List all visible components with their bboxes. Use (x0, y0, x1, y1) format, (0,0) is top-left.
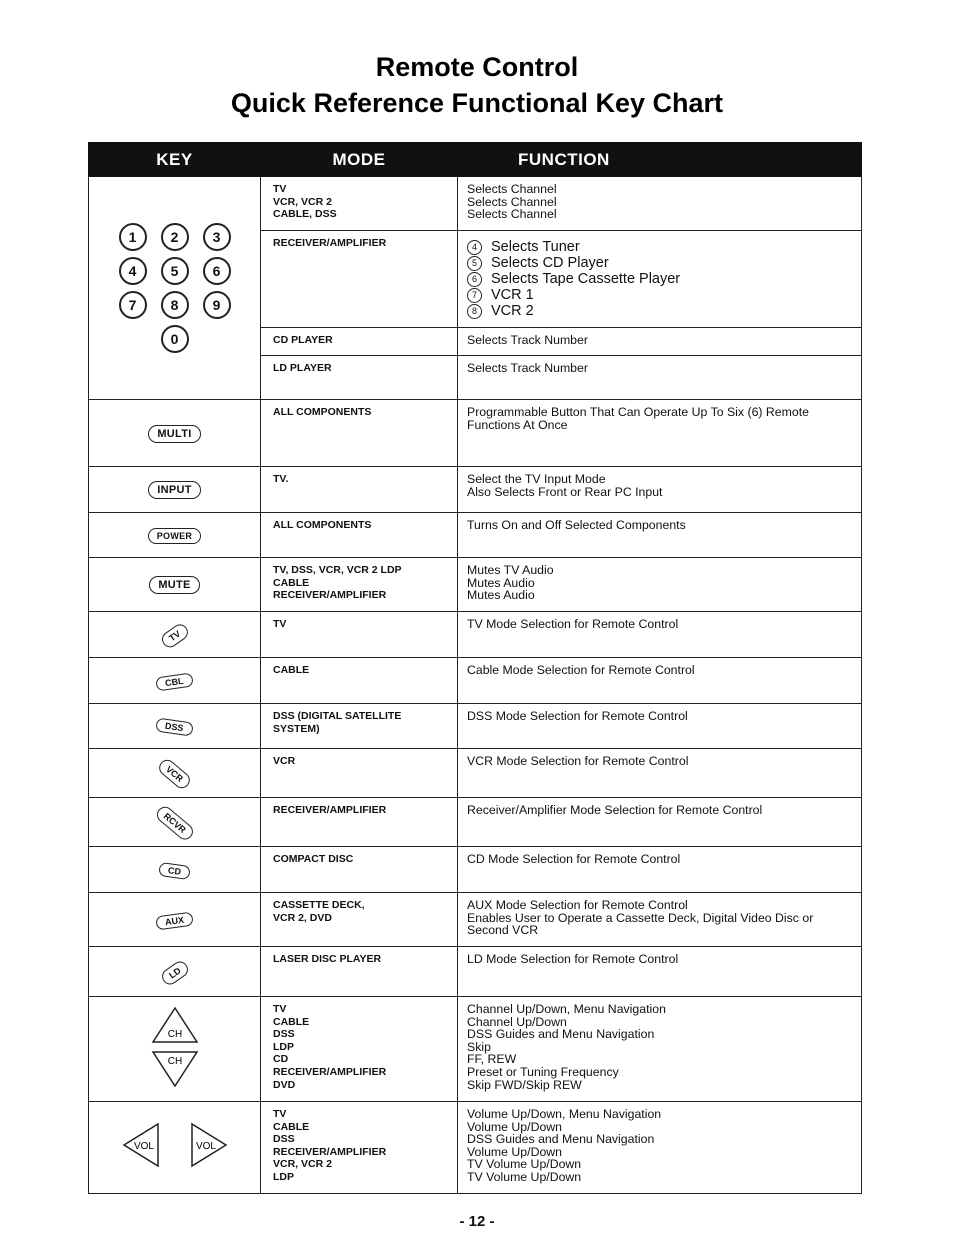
header-function: FUNCTION (458, 143, 862, 177)
channel-up-icon (153, 1008, 197, 1042)
mode-cell (261, 231, 458, 328)
function-line: Channel Up/Down (467, 1014, 567, 1029)
tv-key-icon: TV (159, 621, 191, 650)
page-title-line1: Remote Control (375, 52, 579, 82)
key-6-icon: 6 (203, 257, 231, 285)
table-header-row (89, 143, 862, 177)
receiver-item: 8 VCR 2 (467, 303, 853, 319)
table-row (89, 947, 862, 997)
receiver-item: 6 Selects Tape Cassette Player (467, 271, 853, 287)
table-row (89, 467, 862, 513)
aux-key-icon: AUX (155, 911, 194, 930)
mode-cell: ALL COMPONENTS (261, 400, 458, 467)
function-cell: Turns On and Off Selected Components (458, 513, 862, 558)
mode-line: RECEIVER/AMPLIFIER (273, 589, 387, 602)
svg-text:VOL: VOL (195, 1141, 216, 1152)
key-cell (89, 893, 261, 947)
mode-line: TV, DSS, VCR, VCR 2 LDP (273, 564, 402, 576)
mode-line: CABLE (273, 1015, 310, 1028)
mode-cell: TV. (261, 467, 458, 513)
function-line: Channel Up/Down, Menu Navigation (467, 1002, 666, 1016)
function-line: Select the TV Input Mode (467, 472, 606, 486)
function-cell: VCR Mode Selection for Remote Control (458, 749, 862, 798)
circled-digit-icon: 8 (467, 304, 482, 319)
circled-digit-icon: 5 (467, 256, 482, 271)
key-3-icon: 3 (203, 223, 231, 251)
key-cell (89, 1102, 261, 1194)
svg-text:CH: CH (167, 1055, 182, 1067)
mode-line: CABLE (273, 576, 310, 589)
function-cell (458, 558, 862, 612)
table-row (89, 893, 862, 947)
mode-line: TV (273, 183, 287, 195)
table-row (89, 513, 862, 558)
mode-line: TV (273, 1003, 287, 1015)
key-cell (89, 400, 261, 467)
function-cell: LD Mode Selection for Remote Control (458, 947, 862, 997)
function-line: Also Selects Front or Rear PC Input (467, 484, 663, 499)
channel-down-icon (153, 1052, 197, 1086)
key-cell (89, 704, 261, 749)
vcr-key-icon: VCR (156, 757, 193, 792)
key-4-icon: 4 (119, 257, 147, 285)
function-line: Skip (467, 1039, 491, 1054)
mute-key-icon: MUTE (149, 576, 199, 594)
table-row (89, 749, 862, 798)
mode-cell: LD PLAYER (261, 356, 458, 400)
function-line: Enables User to Operate a Cassette Deck, Digital Video Disc or (467, 910, 814, 925)
table-row (89, 997, 862, 1102)
key-5-icon: 5 (161, 257, 189, 285)
header-mode: MODE (261, 143, 458, 177)
function-line: Selects Channel (467, 194, 557, 209)
function-line: Volume Up/Down (467, 1144, 563, 1159)
svg-text:CH: CH (167, 1028, 182, 1040)
function-cell (458, 231, 862, 328)
table-row (89, 704, 862, 749)
volume-keys-icon (120, 1120, 230, 1170)
cd-key-icon: CD (158, 861, 191, 879)
function-cell: CD Mode Selection for Remote Control (458, 847, 862, 893)
receiver-item: 7 VCR 1 (467, 287, 853, 303)
function-cell: Cable Mode Selection for Remote Control (458, 658, 862, 704)
function-line: Preset or Tuning Frequency (467, 1064, 619, 1079)
key-0-icon: 0 (161, 325, 189, 353)
receiver-item: 4 Selects Tuner (467, 239, 853, 255)
function-cell: Selects Track Number (458, 356, 862, 400)
mode-line: VCR, VCR 2 (273, 1158, 332, 1171)
mode-line: LDP (273, 1040, 294, 1053)
mode-cell (261, 558, 458, 612)
mode-cell: VCR (261, 749, 458, 798)
number-keys-cell (89, 177, 261, 400)
mode-line: VCR 2, DVD (273, 911, 332, 924)
key-cell (89, 947, 261, 997)
mode-line: DSS (273, 1028, 295, 1041)
mode-cell: CABLE (261, 658, 458, 704)
mode-cell (261, 177, 458, 231)
circled-digit-icon: 7 (467, 288, 482, 303)
ld-key-icon: LD (158, 958, 190, 987)
table-row (89, 1102, 862, 1194)
key-cell (89, 467, 261, 513)
key-chart-table (88, 142, 862, 1194)
table-row (89, 177, 862, 231)
mode-line: DSS (273, 1133, 295, 1146)
function-cell: Programmable Button That Can Operate Up To Six (6) Remote Functions At Once (458, 400, 862, 467)
mode-line: CABLE (273, 1120, 310, 1133)
page-number: - 12 - (459, 1213, 495, 1230)
function-line: TV Volume Up/Down (467, 1169, 582, 1184)
function-cell (458, 467, 862, 513)
table-row (89, 658, 862, 704)
mode-line: VCR, VCR 2 (273, 195, 332, 208)
key-7-icon: 7 (119, 291, 147, 319)
key-1-icon: 1 (119, 223, 147, 251)
key-cell (89, 658, 261, 704)
mode-cell: ALL COMPONENTS (261, 513, 458, 558)
mode-line: CASSETTE DECK, (273, 899, 365, 911)
power-key-icon: POWER (148, 528, 202, 544)
function-cell (458, 177, 862, 231)
key-cell (89, 798, 261, 847)
mode-line: RECEIVER/AMPLIFIER (273, 1145, 387, 1158)
mode-line: SYSTEM) (273, 722, 320, 735)
mode-cell (261, 893, 458, 947)
channel-keys-icon (145, 1004, 205, 1090)
table-row (89, 400, 862, 467)
mode-cell: COMPACT DISC (261, 847, 458, 893)
mode-cell (261, 1102, 458, 1194)
key-cell (89, 513, 261, 558)
table-row (89, 798, 862, 847)
mode-line: CD (273, 1053, 289, 1066)
function-line: Mutes Audio (467, 588, 535, 603)
input-key-icon: INPUT (148, 481, 201, 499)
key-cell (89, 749, 261, 798)
mode-line: CABLE, DSS (273, 208, 337, 221)
rcvr-key-icon: RCVR (153, 804, 195, 843)
mode-line: TV (273, 1108, 287, 1120)
function-line: Second VCR (467, 923, 539, 938)
svg-text:VOL: VOL (133, 1141, 154, 1152)
mode-cell (261, 997, 458, 1102)
number-keypad (115, 223, 235, 353)
function-line: Selects Channel (467, 207, 557, 222)
mode-cell: LASER DISC PLAYER (261, 947, 458, 997)
function-cell (458, 997, 862, 1102)
mode-line: DVD (273, 1078, 296, 1091)
cbl-key-icon: CBL (155, 672, 193, 691)
function-cell: Selects Track Number (458, 328, 862, 356)
key-9-icon: 9 (203, 291, 231, 319)
table-row (89, 558, 862, 612)
circled-digit-icon: 6 (467, 272, 482, 287)
page-title-line2: Quick Reference Functional Key Chart (230, 88, 724, 118)
function-line: DSS Guides and Menu Navigation (467, 1027, 655, 1042)
key-8-icon: 8 (161, 291, 189, 319)
mode-line: LDP (273, 1170, 294, 1183)
function-line: TV Volume Up/Down (467, 1157, 582, 1172)
mode-line: DSS (DIGITAL SATELLITE (273, 710, 402, 722)
function-line: Skip FWD/Skip REW (467, 1077, 582, 1092)
header-key: KEY (89, 143, 261, 177)
volume-down-icon (124, 1124, 158, 1166)
function-cell: Receiver/Amplifier Mode Selection for Remote Control (458, 798, 862, 847)
mode-line: RECEIVER/AMPLIFIER (273, 1065, 387, 1078)
function-cell: DSS Mode Selection for Remote Control (458, 704, 862, 749)
function-cell: TV Mode Selection for Remote Control (458, 612, 862, 658)
mode-cell (261, 704, 458, 749)
volume-up-icon (192, 1124, 226, 1166)
circled-digit-icon: 4 (467, 240, 482, 255)
key-cell (89, 847, 261, 893)
dss-key-icon: DSS (155, 718, 193, 737)
key-cell (89, 612, 261, 658)
function-line: AUX Mode Selection for Remote Control (467, 898, 688, 912)
function-line: FF, REW (467, 1052, 517, 1067)
mode-cell: RECEIVER/AMPLIFIER (261, 798, 458, 847)
function-line: DSS Guides and Menu Navigation (467, 1132, 655, 1147)
function-cell (458, 1102, 862, 1194)
function-line: Mutes Audio (467, 575, 535, 590)
function-line: Selects Channel (467, 182, 557, 196)
key-2-icon: 2 (161, 223, 189, 251)
table-row (89, 847, 862, 893)
receiver-item: 5 Selects CD Player (467, 255, 853, 271)
function-line: Mutes TV Audio (467, 563, 554, 577)
mode-cell: CD PLAYER (261, 328, 458, 356)
function-cell (458, 893, 862, 947)
function-line: Volume Up/Down, Menu Navigation (467, 1107, 662, 1121)
function-line: Volume Up/Down (467, 1119, 563, 1134)
multi-key-icon: MULTI (148, 425, 200, 443)
key-cell (89, 997, 261, 1102)
mode-cell: TV (261, 612, 458, 658)
key-cell (89, 558, 261, 612)
mode-line: RECEIVER/AMPLIFIER (273, 237, 387, 249)
table-row (89, 612, 862, 658)
